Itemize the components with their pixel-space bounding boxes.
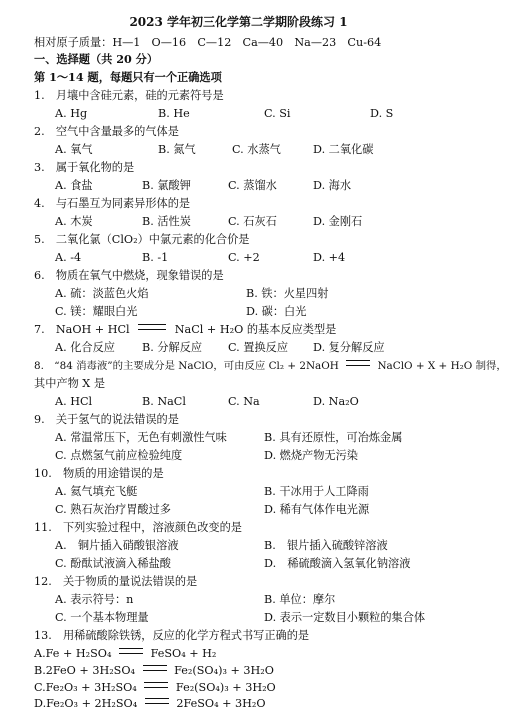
equals-sign-icon	[346, 360, 370, 366]
q5-option-a[interactable]: A. -4	[55, 251, 82, 264]
q6-stem: 6. 物质在氧气中燃烧，现象错误的是	[34, 269, 224, 282]
q13-option-c[interactable]: C.Fe₂O₃ + 3H₂SO₄ Fe₂(SO₄)₃ + 3H₂O	[34, 681, 276, 694]
q5-option-c[interactable]: C. +2	[228, 251, 260, 264]
q1-option-c[interactable]: C. Si	[264, 107, 291, 120]
q7-option-c[interactable]: C. 置换反应	[228, 341, 289, 354]
q8-option-b[interactable]: B. NaCl	[142, 395, 186, 408]
q10-option-a[interactable]: A. 氦气填充飞艇	[55, 485, 138, 498]
q7-stem: 7. NaOH + HCl NaCl + H₂O 的基本反应类型是	[34, 323, 337, 336]
q2-option-d[interactable]: D. 二氧化碳	[313, 143, 374, 156]
q2-stem: 2. 空气中含量最多的气体是	[34, 125, 179, 138]
q3-stem: 3. 属于氧化物的是	[34, 161, 135, 174]
q9-option-d[interactable]: D. 燃烧产物无污染	[264, 449, 358, 462]
q7-option-d[interactable]: D. 复分解反应	[313, 341, 385, 354]
q4-option-a[interactable]: A. 木炭	[55, 215, 93, 228]
q4-option-b[interactable]: B. 活性炭	[142, 215, 191, 228]
q1-stem: 1. 月壤中含硅元素，硅的元素符号是	[34, 89, 224, 102]
q10-option-b[interactable]: B. 干冰用于人工降雨	[264, 485, 369, 498]
q12-option-c[interactable]: C. 一个基本物理量	[55, 611, 149, 624]
q6-option-d[interactable]: D. 碳：白光	[246, 305, 307, 318]
q11-stem: 11. 下列实验过程中，溶液颜色改变的是	[34, 521, 242, 534]
q13-option-b[interactable]: B.2FeO + 3H₂SO₄ Fe₂(SO₄)₃ + 3H₂O	[34, 664, 274, 677]
q6-option-a[interactable]: A. 硫：淡蓝色火焰	[55, 287, 149, 300]
q7-option-a[interactable]: A. 化合反应	[55, 341, 115, 354]
q12-option-b[interactable]: B. 单位：摩尔	[264, 593, 336, 606]
q4-option-c[interactable]: C. 石灰石	[228, 215, 277, 228]
q3-option-b[interactable]: B. 氯酸钾	[142, 179, 191, 192]
q12-option-a[interactable]: A. 表示符号：n	[55, 593, 134, 606]
q11-option-d[interactable]: D. 稀硫酸滴入氢氧化钠溶液	[264, 557, 411, 570]
q3-option-c[interactable]: C. 蒸馏水	[228, 179, 277, 192]
q2-option-c[interactable]: C. 水蒸气	[232, 143, 281, 156]
q3-option-d[interactable]: D. 海水	[313, 179, 352, 192]
q6-option-c[interactable]: C. 镁：耀眼白光	[55, 305, 138, 318]
q8-stem: 8. “84 消毒液”的主要成分是 NaClO，可由反应 Cl₂ + 2NaOH NaClO + X + H₂O 制得，	[34, 360, 507, 372]
q12-option-d[interactable]: D. 表示一定数目小颗粒的集合体	[264, 611, 426, 624]
q5-option-d[interactable]: D. +4	[313, 251, 346, 264]
q9-option-c[interactable]: C. 点燃氢气前应检验纯度	[55, 449, 183, 462]
q3-option-a[interactable]: A. 食盐	[55, 179, 93, 192]
q4-option-d[interactable]: D. 金刚石	[313, 215, 363, 228]
page-title: 2023 学年初三化学第二学期阶段练习 1	[129, 15, 348, 29]
q11-option-c[interactable]: C. 酚酞试液滴入稀盐酸	[55, 557, 171, 570]
q7-option-b[interactable]: B. 分解反应	[142, 341, 203, 354]
q13-option-a[interactable]: A.Fe + H₂SO₄ FeSO₄ + H₂	[34, 647, 217, 660]
q2-option-a[interactable]: A. 氧气	[55, 143, 93, 156]
q1-option-d[interactable]: D. S	[370, 107, 394, 120]
instruction: 第 1～14 题，每题只有一个正确选项	[34, 70, 222, 84]
equals-sign-icon	[145, 698, 169, 704]
q9-stem: 9. 关于氢气的说法错误的是	[34, 413, 179, 426]
q5-option-b[interactable]: B. -1	[142, 251, 169, 264]
equals-sign-icon	[138, 324, 166, 330]
q9-option-a[interactable]: A. 常温常压下，无色有刺激性气味	[55, 431, 227, 444]
q2-option-b[interactable]: B. 氮气	[158, 143, 196, 156]
q11-option-a[interactable]: A. 铜片插入硝酸银溶液	[55, 539, 179, 552]
q8-option-a[interactable]: A. HCl	[55, 395, 93, 408]
equals-sign-icon	[119, 648, 143, 654]
q10-option-d[interactable]: D. 稀有气体作电光源	[264, 503, 370, 516]
q1-option-b[interactable]: B. He	[158, 107, 190, 120]
equals-sign-icon	[144, 682, 168, 688]
q12-stem: 12. 关于物质的量说法错误的是	[34, 575, 198, 588]
q9-option-b[interactable]: B. 具有还原性，可冶炼金属	[264, 431, 403, 444]
atomic-masses: 相对原子质量：H—1 O—16 C—12 Ca—40 Na—23 Cu-64	[34, 36, 382, 49]
q11-option-b[interactable]: B. 银片插入硫酸锌溶液	[264, 539, 388, 552]
q8-stem-continued: 其中产物 X 是	[34, 377, 106, 390]
q5-stem: 5. 二氧化氯（ClO₂）中氯元素的化合价是	[34, 233, 250, 246]
equals-sign-icon	[143, 665, 167, 671]
q6-option-b[interactable]: B. 铁：火星四射	[246, 287, 329, 300]
q1-option-a[interactable]: A. Hg	[55, 107, 88, 120]
q10-option-c[interactable]: C. 熟石灰治疗胃酸过多	[55, 503, 171, 516]
q8-option-c[interactable]: C. Na	[228, 395, 260, 408]
q8-option-d[interactable]: D. Na₂O	[313, 395, 359, 408]
q13-option-d[interactable]: D.Fe₂O₃ + 2H₂SO₄ 2FeSO₄ + 3H₂O	[34, 697, 266, 710]
section-heading: 一、选择题（共 20 分）	[34, 52, 159, 66]
q4-stem: 4. 与石墨互为同素异形体的是	[34, 197, 191, 210]
q10-stem: 10. 物质的用途错误的是	[34, 467, 164, 480]
q13-stem: 13. 用稀硫酸除铁锈，反应的化学方程式书写正确的是	[34, 629, 310, 642]
